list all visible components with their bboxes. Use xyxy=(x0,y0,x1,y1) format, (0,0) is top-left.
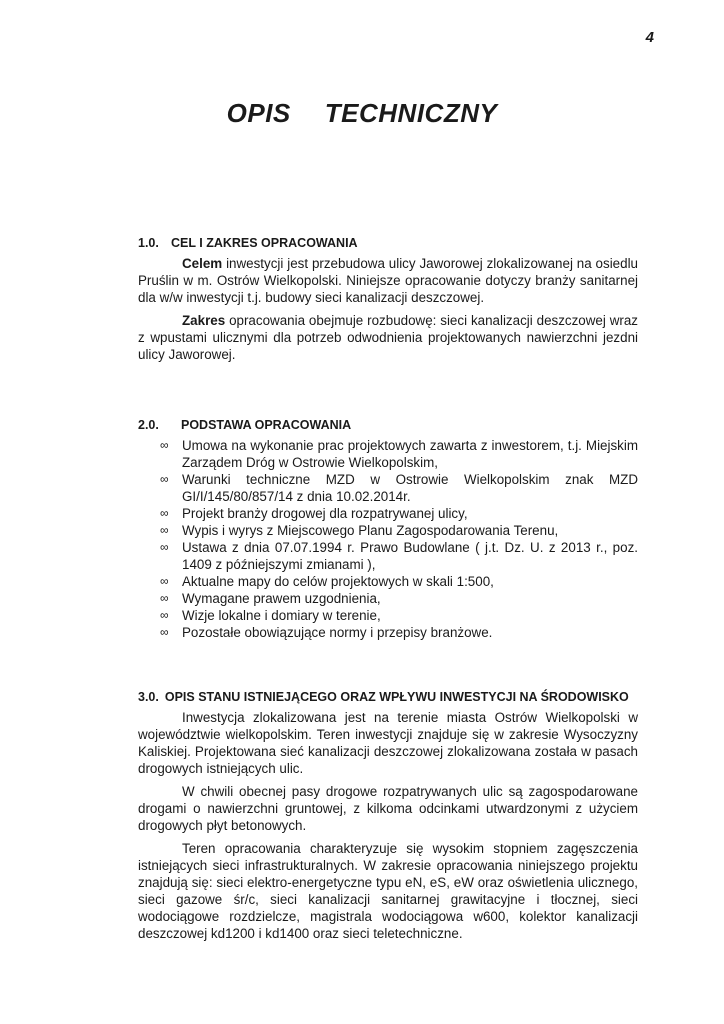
list-item-text: Ustawa z dnia 07.07.1994 r. Prawo Budowlane ( j.t. Dz. U. z 2013 r., poz. 1409 z późniejszymi zmianami ), xyxy=(182,540,638,572)
paragraph: Teren opracowania charakteryzuje się wysokim stopniem zagęszczenia istniejących sieci infrastrukturalnych. W zakresie opracowania niniejszego projektu znajdują się: sieci elektro-energetyczne typu eN, eS, eW oraz oświetlenia ulicznego, sieci gazowe śr/c, sieci kanalizacji sanitarnej grawitacyjne i tłocznej, sieci wodociągowe rozdzielcze, magistrala wodociągowa w600, kolektor kanalizacji deszczowej kd1200 i kd1400 oraz sieci teletechniczne. xyxy=(138,841,638,941)
infinity-bullet-icon: ∞ xyxy=(160,506,169,520)
section-cel-zakres xyxy=(138,236,638,369)
list-item-text: Wypis i wyrys z Miejscowego Planu Zagospodarowania Terenu, xyxy=(182,523,559,538)
paragraph-lead: Zakres xyxy=(182,313,226,328)
section-number: 3.0. xyxy=(138,690,159,704)
infinity-bullet-icon: ∞ xyxy=(160,472,169,486)
infinity-bullet-icon: ∞ xyxy=(160,625,169,639)
list-item xyxy=(138,590,638,607)
paragraph: W chwili obecnej pasy drogowe rozpatrywanych ulic są zagospodarowane drogami o nawierzchni gruntowej, z kilkoma odcinkami utwardzonymi z użyciem drogowych płyt betonowych. xyxy=(138,784,638,833)
list-item xyxy=(138,522,638,539)
list-item-text: Umowa na wykonanie prac projektowych zawarta z inwestorem, t.j. Miejskim Zarządem Dróg w Ostrowie Wielkopolskim, xyxy=(182,438,638,470)
section-title: OPIS STANU ISTNIEJĄCEGO ORAZ WPŁYWU INWESTYCJI NA ŚRODOWISKO xyxy=(164,690,629,704)
list-item-text: Aktualne mapy do celów projektowych w skali 1:500, xyxy=(182,574,494,589)
paragraph xyxy=(138,255,638,306)
list-item xyxy=(138,539,638,573)
list-item-text: Wizje lokalne i domiary w terenie, xyxy=(182,608,381,623)
paragraph: Inwestycja zlokalizowana jest na terenie miasta Ostrów Wielkopolski w województwie wielkopolskim. Teren inwestycji znajduje się w zakresie Wysoczyzny Kaliskiej. Projektowana sieć kanalizacji deszczowej zlokalizowana została w pasach drogowych istniejących ulic. xyxy=(138,710,638,776)
section-podstawa xyxy=(138,418,638,641)
reference-list xyxy=(138,437,638,641)
title-word-techniczny: TECHNICZNY xyxy=(324,98,498,128)
page-title xyxy=(0,98,724,129)
section-number: 2.0. xyxy=(138,418,159,432)
infinity-bullet-icon: ∞ xyxy=(160,574,169,588)
paragraph-text: opracowania obejmuje rozbudowę: sieci kanalizacji deszczowej wraz z wpustami ulicznymi dla potrzeb odwodnienia projektowanych nawierzchni jezdni ulicy Jaworowej. xyxy=(138,313,638,362)
list-item xyxy=(138,505,638,522)
page-number: 4 xyxy=(645,29,654,46)
paragraph-text: inwestycji jest przebudowa ulicy Jaworowej zlokalizowanej na osiedlu Pruślin w m. Ostrów Wielkopolski. Niniejsze opracowanie dotyczy branży sanitarnej dla w/w inwestycji t.j. budowy sieci kanalizacji deszczowej. xyxy=(138,256,638,305)
list-item xyxy=(138,573,638,590)
list-item xyxy=(138,607,638,624)
list-item-text: Pozostałe obowiązujące normy i przepisy branżowe. xyxy=(182,625,493,640)
section-number: 1.0. xyxy=(138,236,159,250)
section-heading xyxy=(138,236,638,250)
paragraph xyxy=(138,312,638,363)
title-word-opis: OPIS xyxy=(226,98,291,128)
infinity-bullet-icon: ∞ xyxy=(160,523,169,537)
paragraph-lead: Celem xyxy=(182,256,223,271)
section-heading xyxy=(138,690,638,704)
infinity-bullet-icon: ∞ xyxy=(160,438,169,452)
infinity-bullet-icon: ∞ xyxy=(160,540,169,554)
infinity-bullet-icon: ∞ xyxy=(160,608,169,622)
section-title: PODSTAWA OPRACOWANIA xyxy=(181,418,352,432)
infinity-bullet-icon: ∞ xyxy=(160,591,169,605)
list-item xyxy=(138,437,638,471)
list-item xyxy=(138,471,638,505)
list-item xyxy=(138,624,638,641)
section-heading xyxy=(138,418,638,432)
section-opis-stanu xyxy=(138,690,638,948)
list-item-text: Projekt branży drogowej dla rozpatrywanej ulicy, xyxy=(182,506,468,521)
list-item-text: Wymagane prawem uzgodnienia, xyxy=(182,591,381,606)
list-item-text: Warunki techniczne MZD w Ostrowie Wielkopolskim znak MZD GI/I/145/80/857/14 z dnia 10.02.2014r. xyxy=(182,472,638,504)
section-title: CEL I ZAKRES OPRACOWANIA xyxy=(171,236,358,250)
